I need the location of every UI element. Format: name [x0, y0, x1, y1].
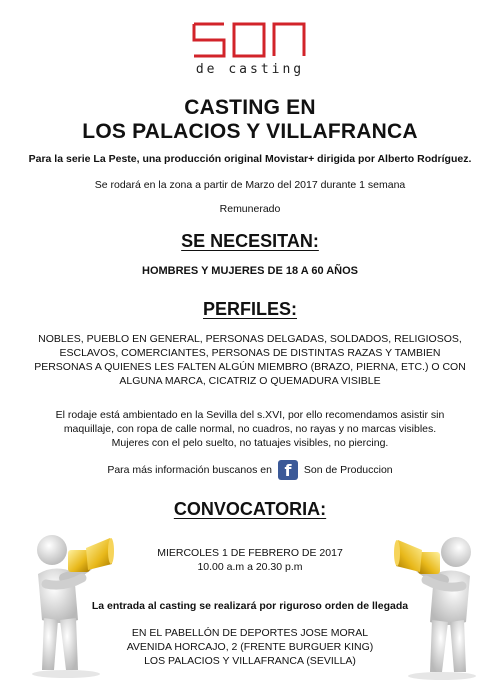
needs-text: HOMBRES Y MUJERES DE 18 A 60 AÑOS [142, 265, 358, 277]
series-line: Para la serie La Peste, una producción original Movistar+ dirigida por Alberto Rodríguez. [28, 153, 472, 165]
casting-time: 10.00 a.m a 20.30 p.m [197, 561, 303, 573]
facebook-page-name[interactable]: Son de Produccion [303, 464, 393, 476]
address-line: AVENIDA HORCAJO, 2 (FRENTE BURGUER KING) [126, 641, 374, 653]
address-line: EN EL PABELLÓN DE DEPORTES JOSE MORAL [131, 627, 369, 639]
order-note: La entrada al casting se realizará por riguroso orden de llegada [91, 600, 409, 612]
title-line-2: LOS PALACIOS Y VILLAFRANCA [82, 120, 418, 143]
paid-line: Remunerado [219, 203, 281, 215]
profiles-line: NOBLES, PUEBLO EN GENERAL, PERSONAS DELGADAS, SOLDADOS, RELIGIOSOS, [38, 333, 462, 345]
camera-icon [68, 538, 114, 572]
address-line: LOS PALACIOS Y VILLAFRANCA (SEVILLA) [144, 655, 356, 667]
casting-date: MIERCOLES 1 DE FEBRERO DE 2017 [157, 547, 343, 559]
profiles-heading: PERFILES: [202, 299, 297, 319]
son-de-casting-logo [180, 18, 320, 88]
notes-line: El rodaje está ambientado en la Sevilla del s.XVI, por ello recomendamos asistir sin [55, 409, 445, 421]
son-logo-mark [180, 18, 320, 62]
profiles-text [0, 332, 500, 388]
notes-text [0, 408, 500, 450]
profiles-line: PERSONAS A QUIENES LES FALTEN ALGÚN MIEMBRO (BRAZO, PIERNA, ETC.) O CON [34, 361, 466, 373]
figure-with-camera-left [24, 528, 114, 678]
facebook-icon[interactable]: f [278, 460, 298, 480]
camera-icon [394, 540, 440, 574]
convocatoria-heading: CONVOCATORIA: [173, 499, 327, 519]
shoot-line: Se rodará en la zona a partir de Marzo del 2017 durante 1 semana [94, 179, 406, 191]
title-line-1: CASTING EN [184, 96, 316, 119]
info-row [0, 460, 500, 480]
info-text: Para más información buscanos en [107, 464, 272, 476]
profiles-line: ESCLAVOS, COMERCIANTES, PERSONAS DE DISTINTAS RAZAS Y TAMBIEN [59, 347, 441, 359]
figure-with-camera-right [392, 530, 482, 680]
profiles-line: ALGUNA MARCA, CICATRIZ O QUEMADURA VISIBLE [119, 375, 381, 387]
logo-tagline: de casting [195, 62, 305, 77]
notes-line: Mujeres con el pelo suelto, no tatuajes visibles, no piercing. [111, 437, 389, 449]
needs-heading: SE NECESITAN: [181, 231, 319, 251]
notes-line: maquillaje, con ropa de calle normal, no cuadros, no rayas y no marcas visibles. [63, 423, 437, 435]
